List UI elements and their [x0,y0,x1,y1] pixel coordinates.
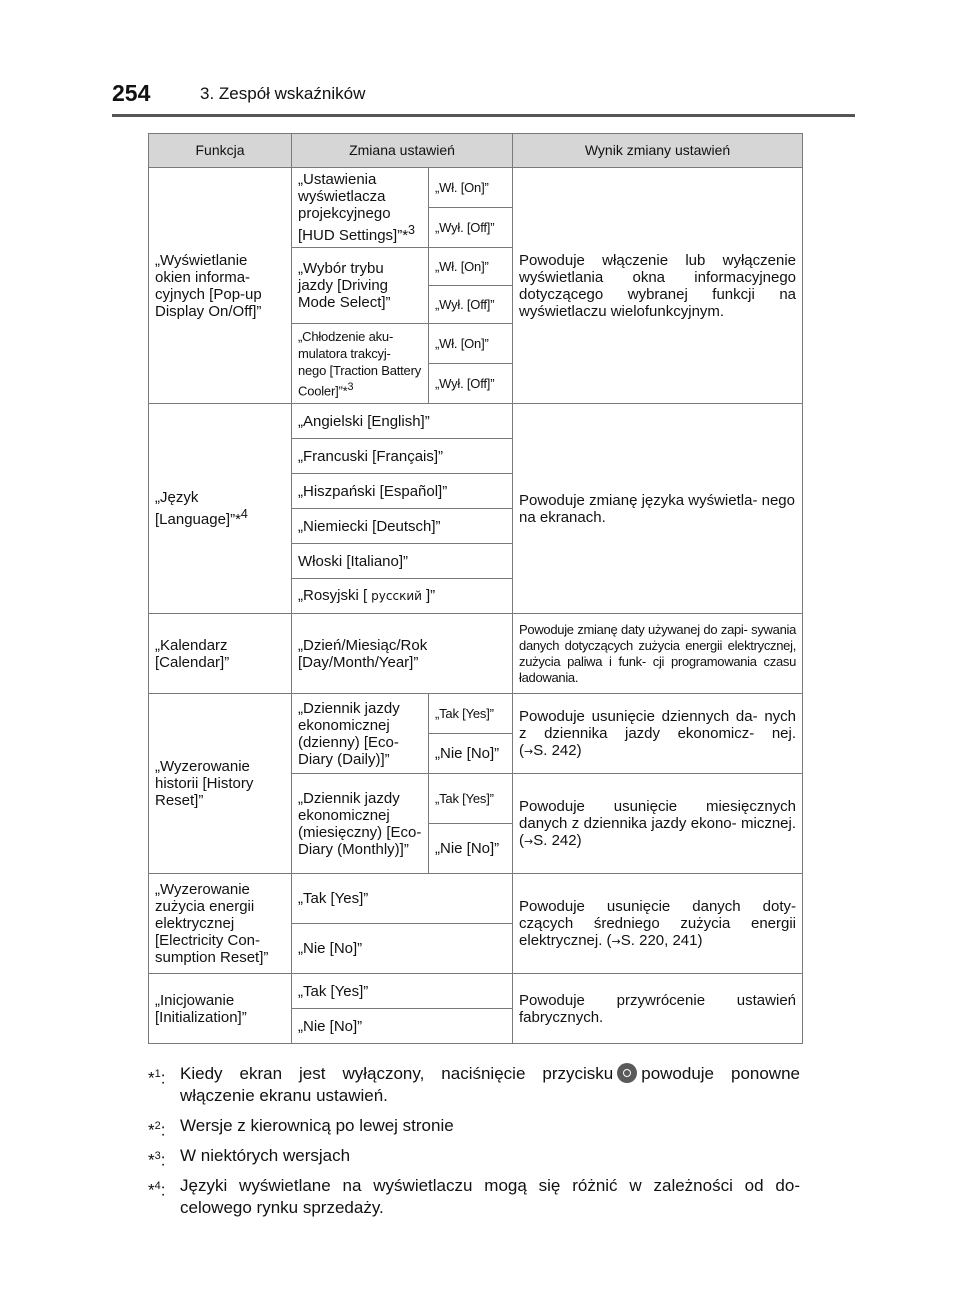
history-function-cell: „Wyzerowanie historii [History Reset]” [149,694,292,874]
calendar-function-cell: „Kalendarz [Calendar]” [149,614,292,694]
table-header-row [149,134,803,168]
battery-cooler-cell: „Chłodzenie aku- mulatora trakcyj- nego [Traction Battery Cooler]”*$^3$ [292,324,429,404]
init-yes-cell: „Tak [Yes]” [292,974,513,1009]
drive-mode-cell: „Wybór trybu jazdy [Driving Mode Select]” [292,248,429,324]
arrow-icon: → [524,834,534,848]
language-option-russian: „Rosyjski [ русский ]” [292,579,513,614]
footnote-2: *$^2$: Wersje z kierownicą po lewej stronie [148,1116,454,1140]
language-option: „Francuski [Français]” [292,439,513,474]
footnote-4: *$^4$: Języki wyświetlane na wyświetlaczu mogą się różnić w zależności od do- celowego rynku sprzedaży. [148,1176,800,1217]
cooler-off-cell: „Wył. [Off]” [429,364,513,404]
arrow-icon: → [611,934,621,948]
init-no-cell: „Nie [No]” [292,1009,513,1044]
display-button-icon [617,1063,637,1083]
language-option: „Hiszpański [Español]” [292,474,513,509]
monthly-yes-cell: „Tak [Yes]” [429,774,513,824]
footnotes [148,1063,800,1227]
daily-yes-cell: „Tak [Yes]” [429,694,513,734]
table-row [149,694,803,734]
table-row [149,168,803,208]
daily-result-cell: Powoduje usunięcie dziennych da- nych z dziennika jazdy ekonomicz- nej. (→S. 242) [513,694,803,774]
consumption-function-cell: „Wyzerowanie zużycia energii elektrycznej [Electricity Con- sumption Reset]” [149,874,292,974]
settings-table [148,133,803,1044]
header-function: Funkcja [149,134,292,168]
table-row [149,874,803,924]
arrow-icon: → [524,744,534,758]
init-result-cell: Powoduje przywrócenie ustawień fabrycznych. [513,974,803,1044]
drive-on-cell: „Wł. [On]” [429,248,513,286]
monthly-diary-cell: „Dziennik jazdy ekonomicznej (miesięczny) [Eco-Diary (Monthly)]” [292,774,429,874]
footnote-3: *$^3$: W niektórych wersjach [148,1146,351,1170]
daily-no-cell: „Nie [No]” [429,734,513,774]
daily-diary-cell: „Dziennik jazdy ekonomicznej (dzienny) [Eco- Diary (Daily)]” [292,694,429,774]
consumption-yes-cell: „Tak [Yes]” [292,874,513,924]
table-row [149,614,803,694]
monthly-no-cell: „Nie [No]” [429,824,513,874]
footnote-1: *$^1$: Kiedy ekran jest wyłączony, naciśnięcie przycisku powoduje ponowne włączenie ekranu ustawień. [148,1064,800,1105]
header-rule [112,114,855,117]
header-setting-change: Zmiana ustawień [292,134,513,168]
drive-off-cell: „Wył. [Off]” [429,286,513,324]
hud-on-cell: „Wł. [On]” [429,168,513,208]
hud-off-cell: „Wył. [Off]” [429,208,513,248]
consumption-result-cell: Powoduje usunięcie danych doty- czących średniego zużycia energii elektrycznej. (→S. 220, 241) [513,874,803,974]
section-title: 3. Zespół wskaźników [200,84,366,103]
header-result: Wynik zmiany ustawień [513,134,803,168]
calendar-setting-cell: „Dzień/Miesiąc/Rok [Day/Month/Year]” [292,614,513,694]
monthly-result-cell: Powoduje usunięcie miesięcznych danych z dziennika jazdy ekono- micznej. (→S. 242) [513,774,803,874]
language-option: Włoski [Italiano]” [292,544,513,579]
calendar-result-cell: Powoduje zmianę daty używanej do zapi- sywania danych dotyczących zużycia energii elektrycznej, zużycia paliwa i funk- cji programowania czasu ładowania. [513,614,803,694]
table-row [149,974,803,1009]
consumption-no-cell: „Nie [No]” [292,924,513,974]
init-function-cell: „Inicjowanie [Initialization]” [149,974,292,1044]
popup-result-cell: Powoduje włączenie lub wyłączenie wyświetlania okna informacyjnego dotyczącego wybranej funkcji na wyświetlaczu wielofunkcyjnym. [513,168,803,404]
page-number: 254 [112,80,151,106]
language-option: „Angielski [English]” [292,404,513,439]
language-function-cell: „Język [Language]”*$^4$ [149,404,292,614]
language-option: „Niemiecki [Deutsch]” [292,509,513,544]
language-result-cell: Powoduje zmianę języka wyświetla- nego na ekranach. [513,404,803,614]
hud-settings-cell: „Ustawienia wyświetlacza projekcyjnego [HUD Settings]”*$^3$ [292,168,429,248]
cooler-on-cell: „Wł. [On]” [429,324,513,364]
popup-function-cell: „Wyświetlanie okien informa- cyjnych [Pop-up Display On/Off]” [149,168,292,404]
table-row [149,404,803,439]
